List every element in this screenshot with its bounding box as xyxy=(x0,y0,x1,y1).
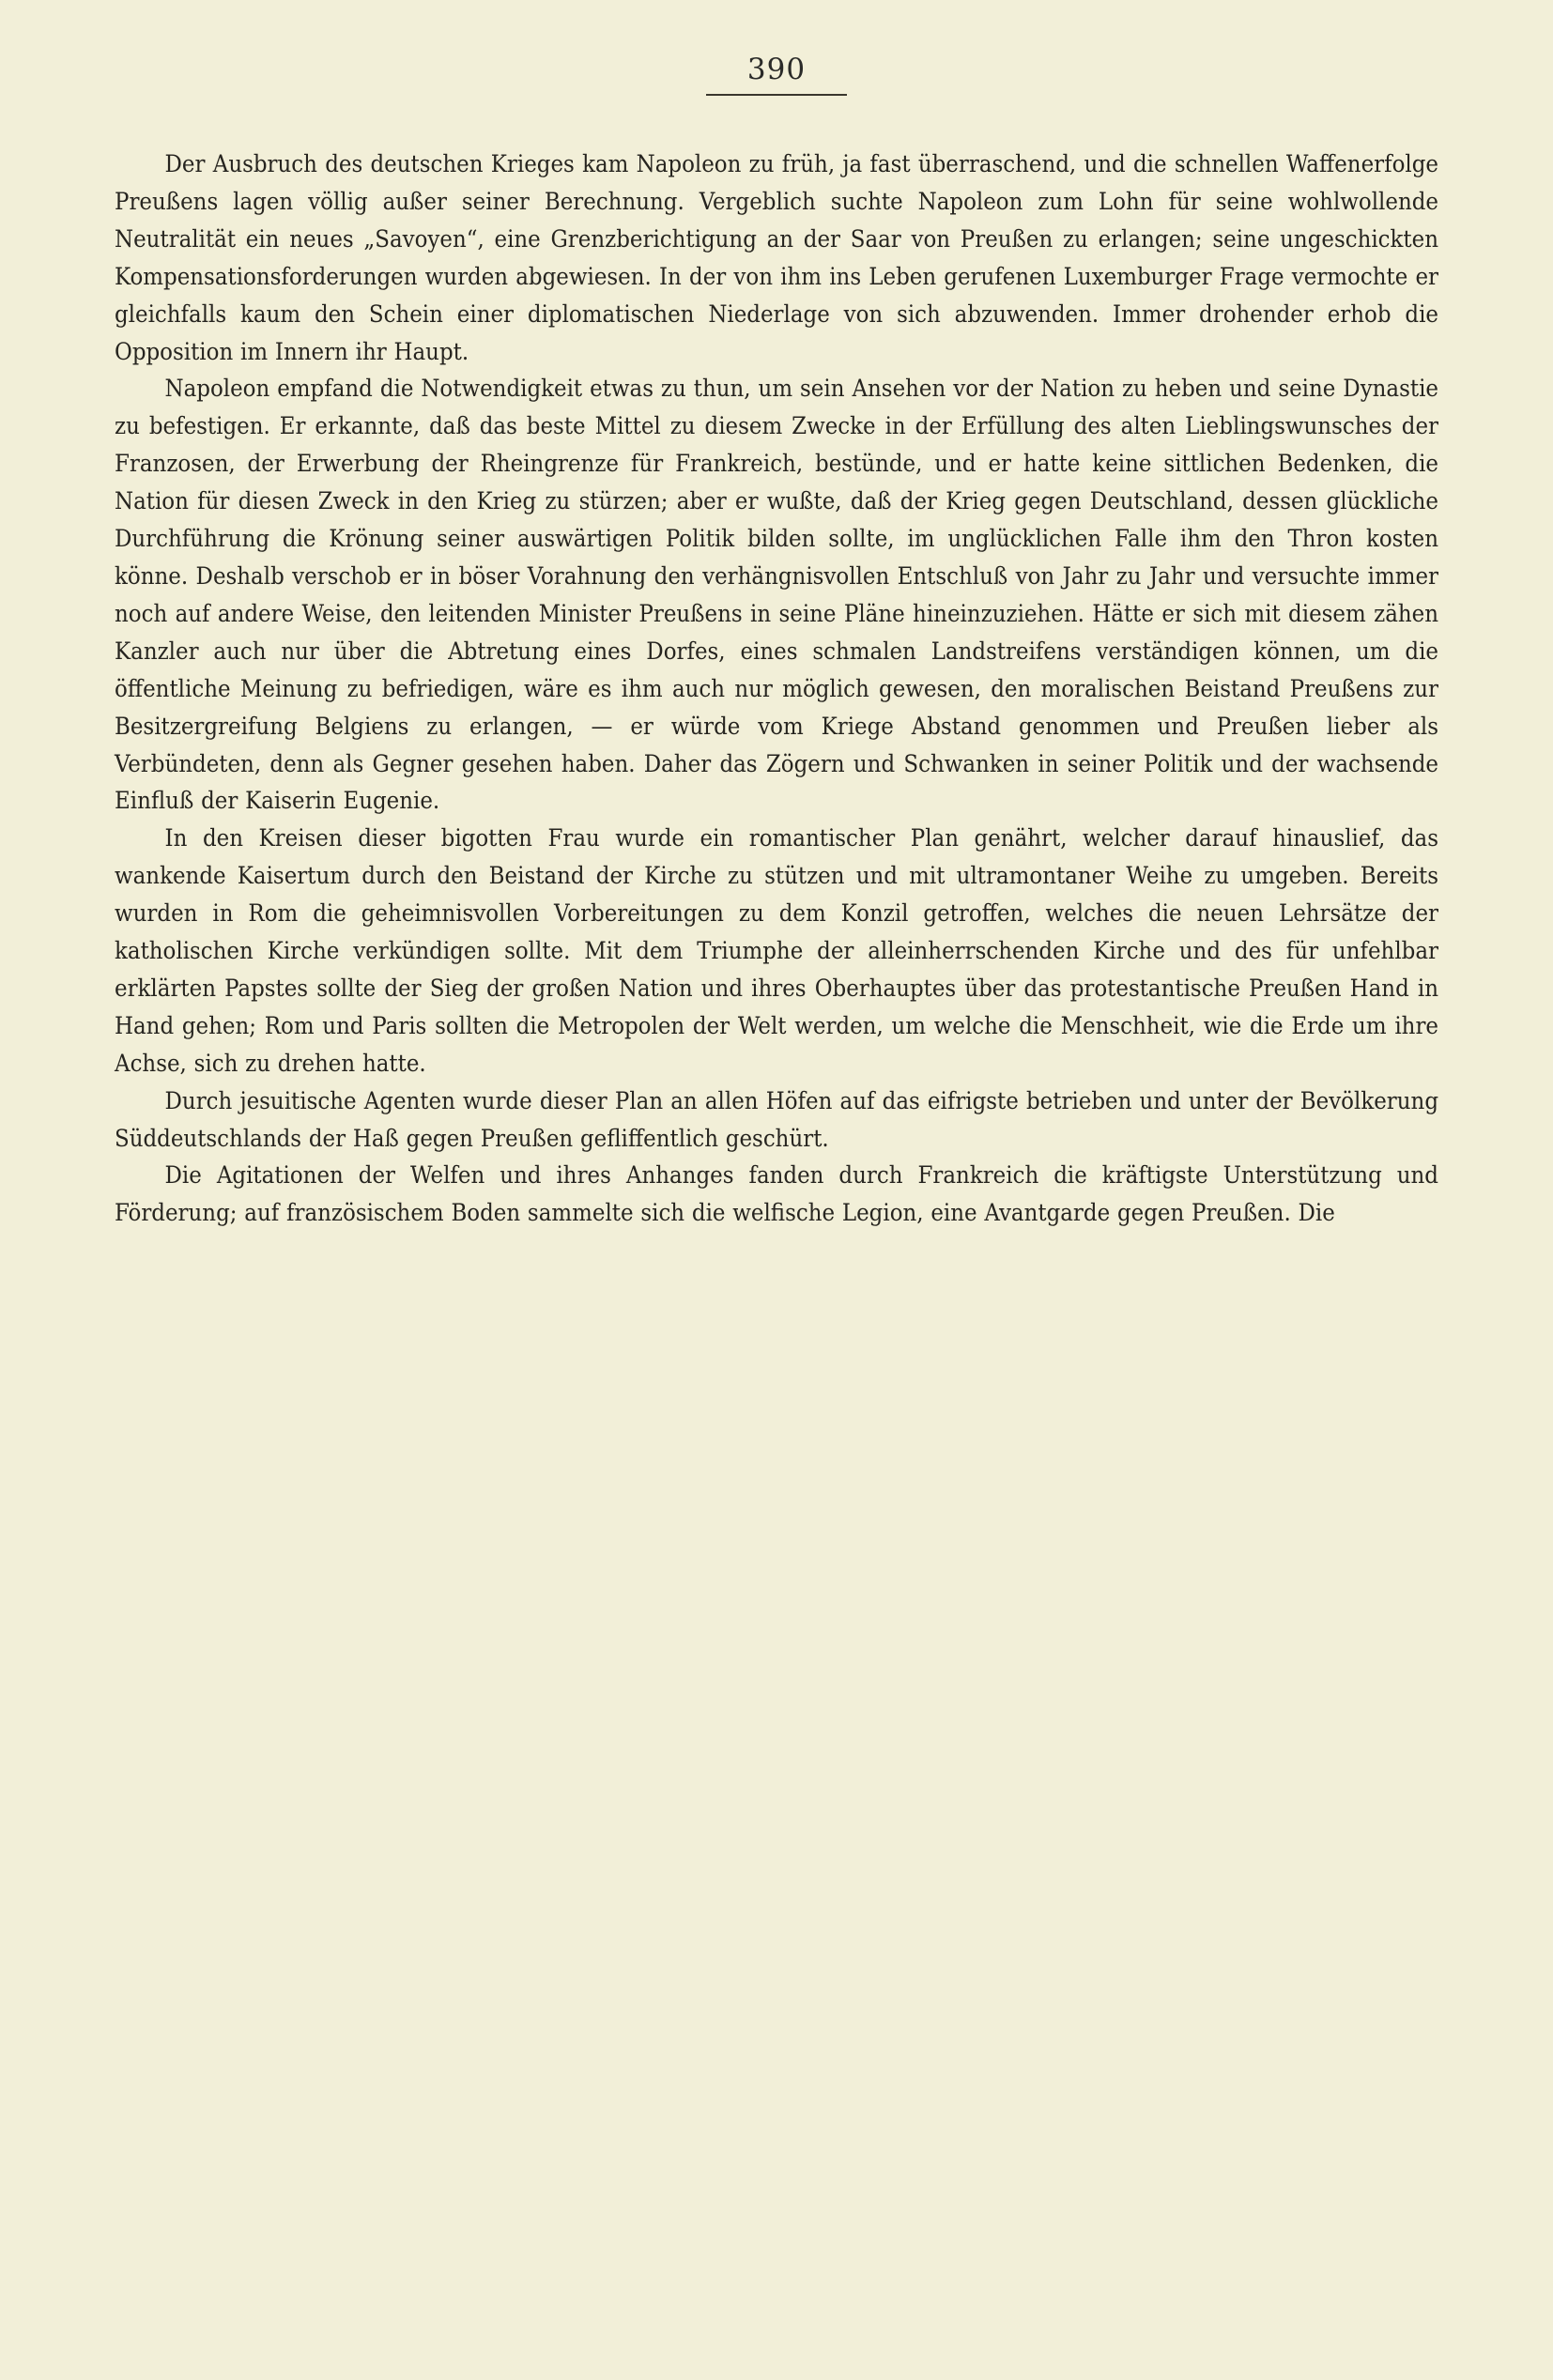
page-number: 390 xyxy=(746,53,807,86)
paragraph-3: In den Kreisen dieser bigotten Frau wurde ein romantischer Plan genährt, welcher darauf hinauslief, das wankende Kaisertum durch den Beistand der Kirche zu stützen und mit ultramontaner Weihe zu umgeben. Bereits wurden in Rom die geheimnisvollen Vorbereitungen zu dem Konzil getroffen, welches die neuen Lehrsätze der katholischen Kirche verkündigen sollte. Mit dem Triumphe der alleinherrschenden Kirche und des für unfehlbar erklärten Papstes sollte der Sieg der großen Nation und ihres Oberhauptes über das protestantische Preußen Hand in Hand gehen; Rom und Paris sollten die Metropolen der Welt werden, um welche die Menschheit, wie die Erde um ihre Achse, sich zu drehen hatte. xyxy=(115,824,1438,1078)
paragraph-1: Der Ausbruch des deutschen Krieges kam Napoleon zu früh, ja fast überraschend, und die schnellen Waffenerfolge Preußens lagen völlig außer seiner Berechnung. Vergeblich suchte Napoleon zum Lohn für seine wohlwollende Neutralität ein neues „Savoyen“, eine Grenzberichtigung an der Saar von Preußen zu erlangen; seine ungeschickten Kompensationsforderungen wurden abgewiesen. In der von ihm ins Leben gerufenen Luxemburger Frage vermochte er gleichfalls kaum den Schein einer diplomatischen Niederlage von sich abzuwenden. Immer drohender erhob die Opposition im Innern ihr Haupt. xyxy=(115,150,1438,366)
header-rule xyxy=(706,94,847,96)
paragraph-2: Napoleon empfand die Notwendigkeit etwas zu thun, um sein Ansehen vor der Nation zu heben und seine Dynastie zu befestigen. Er erkannte, daß das beste Mittel zu diesem Zwecke in der Erfüllung des alten Lieblingswunsches der Franzosen, der Erwerbung der Rheingrenze für Frankreich, bestünde, und er hatte keine sittlichen Bedenken, die Nation für diesen Zweck in den Krieg zu stürzen; aber er wußte, daß der Krieg gegen Deutschland, dessen glückliche Durchführung die Krönung seiner auswärtigen Politik bilden sollte, im unglücklichen Falle ihm den Thron kosten könne. Deshalb verschob er in böser Vorahnung den verhängnisvollen Entschluß von Jahr zu Jahr und versuchte immer noch auf andere Weise, den leitenden Minister Preußens in seine Pläne hineinzuziehen. Hätte er sich mit diesem zähen Kanzler auch nur über die Abtretung eines Dorfes, eines schmalen Landstreifens verständigen können, um die öffentliche Meinung zu befriedigen, wäre es ihm auch nur möglich gewesen, den moralischen Beistand Preußens zur Besitzergreifung Belgiens zu erlangen, — er würde vom Kriege Abstand genommen und Preußen lieber als Verbündeten, denn als Gegner gesehen haben. Daher das Zögern und Schwanken in seiner Politik und der wachsende Einfluß der Kaiserin Eugenie. xyxy=(115,375,1438,816)
page-body xyxy=(115,146,1438,1233)
paragraph-5: Die Agitationen der Welfen und ihres Anhanges fanden durch Frankreich die kräftigste Unterstützung und Förderung; auf französischem Boden sammelte sich die welfische Legion, eine Avantgarde gegen Preußen. Die xyxy=(115,1161,1438,1228)
page-header xyxy=(0,0,1553,96)
paragraph-4: Durch jesuitische Agenten wurde dieser Plan an allen Höfen auf das eifrigste betrieben und unter der Bevölkerung Süddeutschlands der Haß gegen Preußen gefliffentlich geschürt. xyxy=(115,1086,1438,1153)
